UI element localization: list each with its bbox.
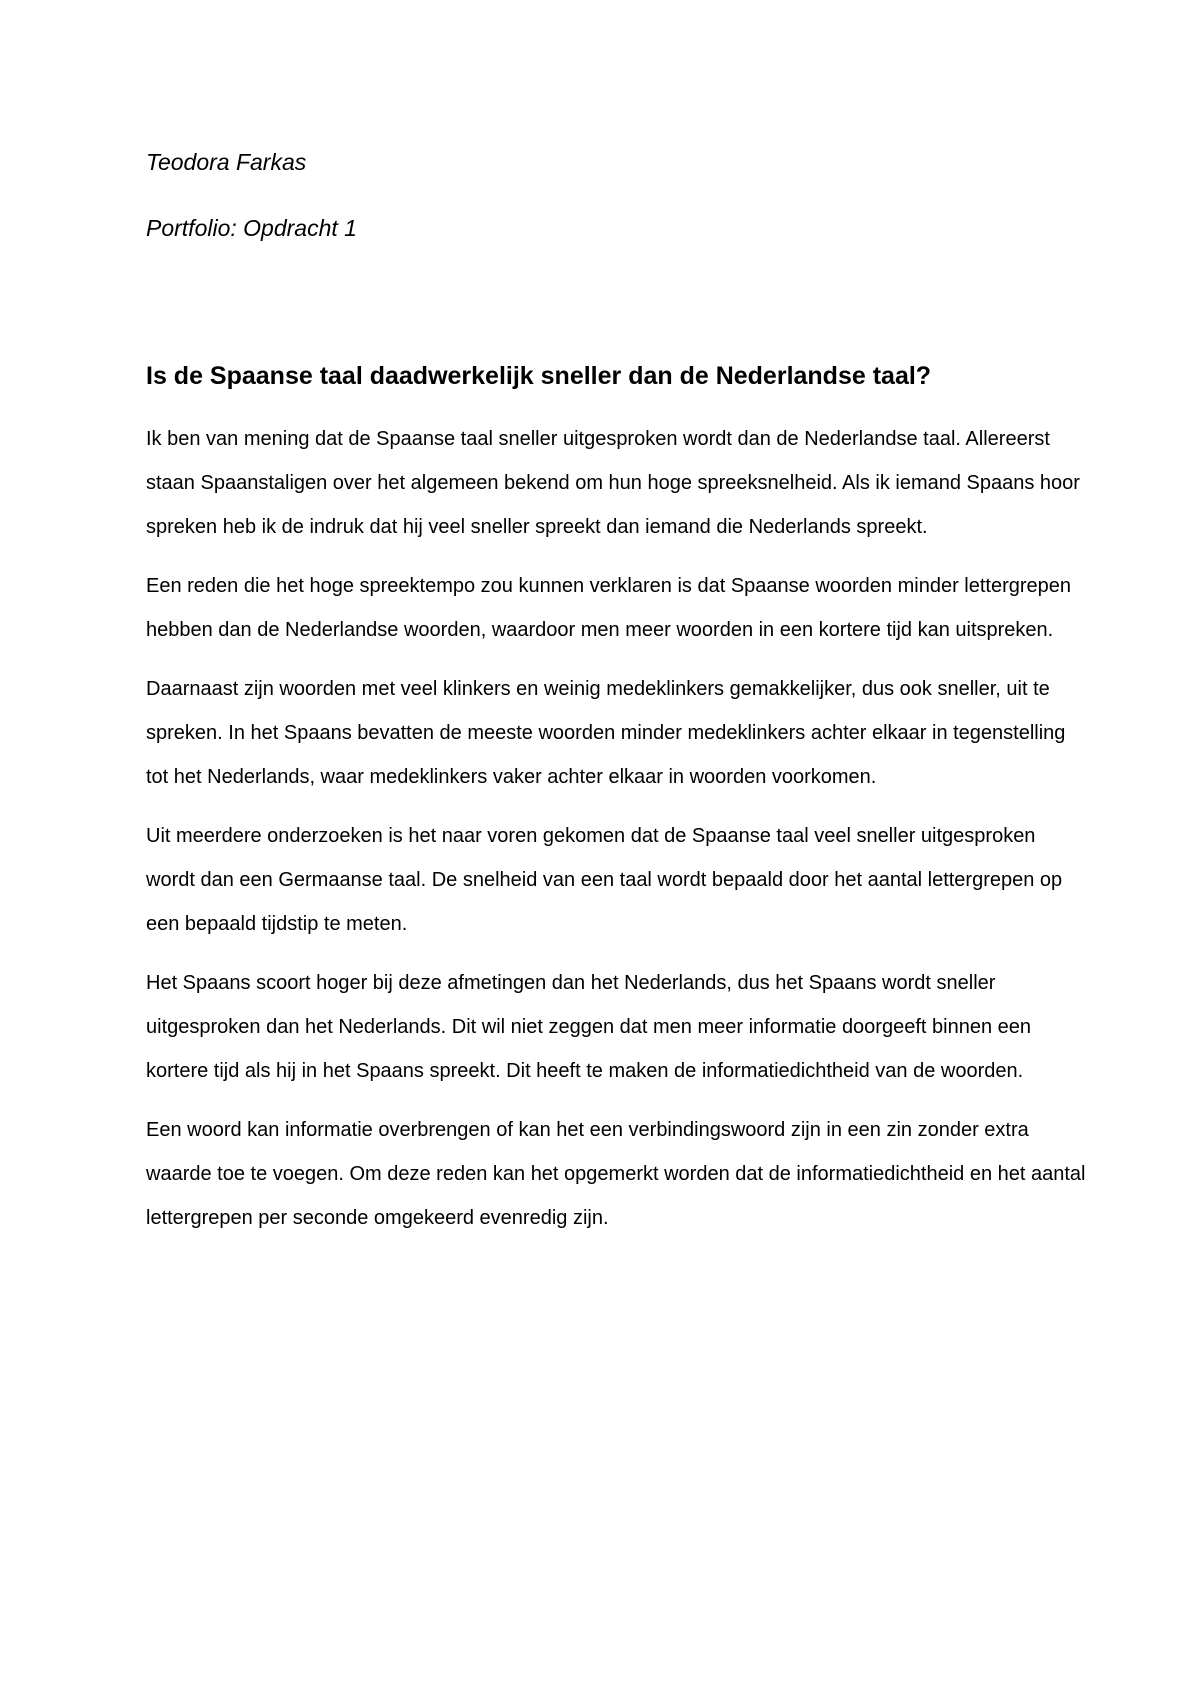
paragraph: Daarnaast zijn woorden met veel klinkers en weinig medeklinkers gemakkelijker, dus ook sneller, uit te spreken. In het Spaans bevatten de meeste woorden minder medeklinkers achter elkaar in tegenstelling tot het Nederlands, waar medeklinkers vaker achter elkaar in woorden voorkomen. [146, 678, 1066, 788]
paragraph: Ik ben van mening dat de Spaanse taal sneller uitgesproken wordt dan de Nederlandse taal. Allereerst staan Spaanstaligen over het algemeen bekend om hun hoge spreeksnelheid. Als ik iemand Spaans hoor spreken heb ik de indruk dat hij veel sneller spreekt dan iemand die Nederlands spreekt. [146, 428, 1080, 538]
document-body [146, 146, 1086, 1240]
paragraph: Het Spaans scoort hoger bij deze afmetingen dan het Nederlands, dus het Spaans wordt sneller uitgesproken dan het Nederlands. Dit wil niet zeggen dat men meer informatie doorgeeft binnen een kortere tijd als hij in het Spaans spreekt. Dit heeft te maken de informatiedichtheid van de woorden. [146, 972, 1031, 1082]
document-subtitle: Portfolio: Opdracht 1 [146, 215, 357, 241]
paragraph: Een reden die het hoge spreektempo zou kunnen verklaren is dat Spaanse woorden minder lettergrepen hebben dan de Nederlandse woorden, waardoor men meer woorden in een kortere tijd kan uitspreken. [146, 575, 1072, 641]
author-name: Teodora Farkas [146, 149, 307, 175]
document-title: Is de Spaanse taal daadwerkelijk sneller dan de Nederlandse taal? [146, 362, 932, 390]
paragraph: Een woord kan informatie overbrengen of kan het een verbindingswoord zijn in een zin zonder extra waarde toe te voegen. Om deze reden kan het opgemerkt worden dat de informatiedichtheid en het aantal lettergrepen per seconde omgekeerd evenredig zijn. [146, 1119, 1086, 1229]
paragraph: Uit meerdere onderzoeken is het naar voren gekomen dat de Spaanse taal veel sneller uitgesproken wordt dan een Germaanse taal. De snelheid van een taal wordt bepaald door het aantal lettergrepen op een bepaald tijdstip te meten. [146, 825, 1063, 935]
